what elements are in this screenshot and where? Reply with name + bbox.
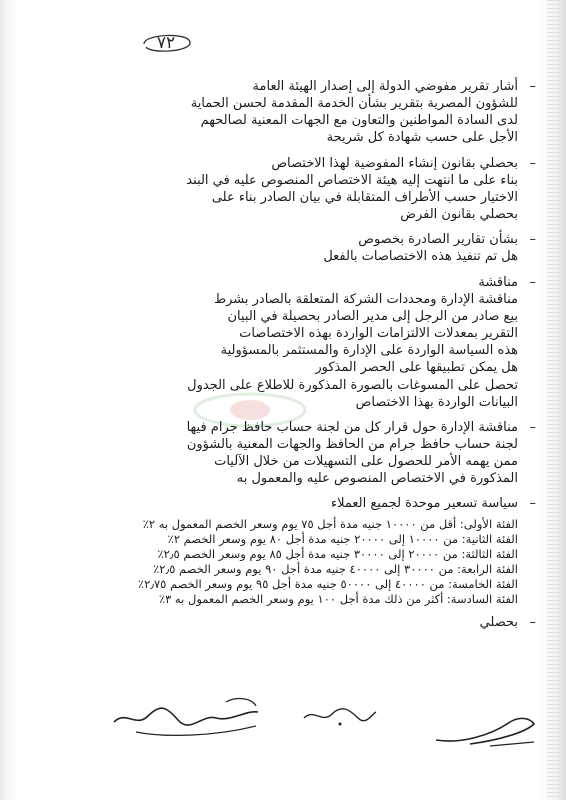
paragraph-line: التقرير بمعدلات الالتزامات الواردة بهذه الاختصاصات (239, 326, 518, 342)
paragraph-5: – مناقشة الإدارة حول قرار كل من لجنة حساب حافظ جرام فيها لجنة حساب حافظ جرام من الحافظ والجهات المعنية بالشؤون ممن يهمه الأمر للحصول على التسهيلات من خلال الآليات المذكورة في الاختصاص المنصوص عليه والمعمول به (96, 419, 536, 488)
fee-tier: الفئة الرابعة: من ٣٠٠٠٠ إلى ٤٠٠٠٠ جنيه مدة أجل ٩٠ يوم وسعر الخصم ٢٫٥٪ (153, 562, 518, 577)
scan-edge-shadow (546, 0, 560, 800)
paragraph-4: – مناقشة مناقشة الإدارة ومحددات الشركة المتعلقة بالصادر بشرط بيع صادر من الرجل إلى مدير الصادر بحصيلة في البيان التقرير بمعدلات الالتزامات الواردة بهذه الاختصاصات هذه السياسة الواردة على الإدارة والمستثمر بالمسؤولية هل يمكن تطبيقها على الحصر المذكور تحصل على المسوغات بالصورة المذكورة للاطلاع على الجدول البيانات الواردة بهذا الاختصاص (96, 274, 536, 411)
paragraph-1: – أشار تقرير مفوضي الدولة إلى إصدار الهيئة العامة للشؤون المصرية بتقرير بشأن الخدمة المقدمة لحسن الحماية لدى السادة المواطنين والتعاون مع الجهات المعنية لصالحهم الأجل على حسب شهادة كل شريحة (96, 78, 536, 147)
handwritten-body (96, 78, 536, 639)
paragraph-line: للشؤون المصرية بتقرير بشأن الخدمة المقدمة لحسن الحماية (190, 96, 518, 112)
paragraph-line: مناقشة الإدارة ومحددات الشركة المتعلقة بالصادر بشرط (214, 291, 518, 307)
paragraph-line: هل يمكن تطبيقها على الحصر المذكور (315, 360, 518, 376)
signature-right-scribble (430, 710, 540, 750)
fee-tier: الفئة الأولى: أقل من ١٠٠٠٠ جنيه مدة أجل ٧٥ يوم وسعر الخصم المعمول به ٢٪ (142, 516, 518, 531)
paragraph-2: – بحصلي بقانون إنشاء المفوضية لهذا الاختصاص بناء على ما انتهت إليه هيئة الاختصاص المنصوص عليه في البند الاختيار حسب الأطراف المتقابلة في بيان الصادر بناء على بحصلي بقانون الفرض (96, 155, 536, 224)
closing-text: بحصلي (479, 614, 518, 630)
paragraph-line: مناقشة الإدارة حول قرار كل من لجنة حساب حافظ جرام فيها (186, 419, 518, 435)
page-number (138, 30, 194, 56)
page-number-text: ٧٢ (156, 33, 176, 53)
paragraph-line: بحصلي بقانون الفرض (400, 207, 518, 223)
paragraph-line: هذه السياسة الواردة على الإدارة والمستثمر بالمسؤولية (220, 343, 518, 359)
paragraph-line: بناء على ما انتهت إليه هيئة الاختصاص المنصوص عليه في البند (186, 172, 518, 188)
paragraph-line: البيانات الواردة بهذا الاختصاص (355, 394, 518, 410)
paragraph-line: بشأن تقارير الصادرة بخصوص (358, 232, 518, 248)
paragraph-line: سياسة تسعير موحدة لجميع العملاء (330, 496, 518, 512)
paragraph-line: أشار تقرير مفوضي الدولة إلى إصدار الهيئة العامة (252, 79, 518, 94)
paragraph-line: مناقشة (478, 274, 518, 290)
paragraph-line: لدى السادة المواطنين والتعاون مع الجهات المعنية لصالحهم (200, 113, 518, 129)
fee-tier: الفئة السادسة: أكثر من ذلك مدة أجل ١٠٠ يوم وسعر الخصم المعمول به ٣٪ (158, 592, 518, 607)
fee-tier: الفئة الخامسة: من ٤٠٠٠٠ إلى ٥٠٠٠٠ جنيه مدة أجل ٩٥ يوم وسعر الخصم ٢٫٧٥٪ (137, 577, 518, 592)
paragraph-line: بيع صادر من الرجل إلى مدير الصادر بحصيلة في البيان (227, 308, 518, 324)
paragraph-6: – سياسة تسعير موحدة لجميع العملاء (96, 495, 536, 512)
closing-note: – بحصلي (96, 614, 536, 631)
paragraph-line: الأجل على حسب شهادة كل شريحة (326, 130, 518, 146)
paragraph-line: بحصلي بقانون إنشاء المفوضية لهذا الاختصاص (271, 155, 518, 171)
fee-tier: الفئة الثالثة: من ٢٠٠٠٠ إلى ٣٠٠٠٠ جنيه مدة أجل ٨٥ يوم وسعر الخصم ٢٫٥٪ (157, 546, 518, 561)
paragraph-line: لجنة حساب حافظ جرام من الحافظ والجهات المعنية بالشؤون (186, 436, 518, 452)
paragraph-line: هل تم تنفيذ هذه الاختصاصات بالفعل (323, 249, 518, 265)
signature-middle (300, 700, 380, 730)
paragraph-line: الاختيار حسب الأطراف المتقابلة في بيان الصادر بناء على (211, 189, 518, 205)
paragraph-line: المذكورة في الاختصاص المنصوص عليه والمعمول به (236, 471, 518, 487)
fee-tier: الفئة الثانية: من ١٠٠٠٠ إلى ٢٠٠٠٠ جنيه مدة أجل ٨٠ يوم وسعر الخصم ٢٪ (167, 531, 518, 546)
paragraph-line: ممن يهمه الأمر للحصول على التسهيلات من خلال الآليات (214, 454, 518, 470)
paragraph-line: تحصل على المسوغات بالصورة المذكورة للاطلاع على الجدول (187, 377, 518, 393)
paragraph-3: – بشأن تقارير الصادرة بخصوص هل تم تنفيذ هذه الاختصاصات بالفعل (96, 231, 536, 265)
fee-schedule (96, 517, 536, 608)
signature-left (106, 692, 266, 742)
